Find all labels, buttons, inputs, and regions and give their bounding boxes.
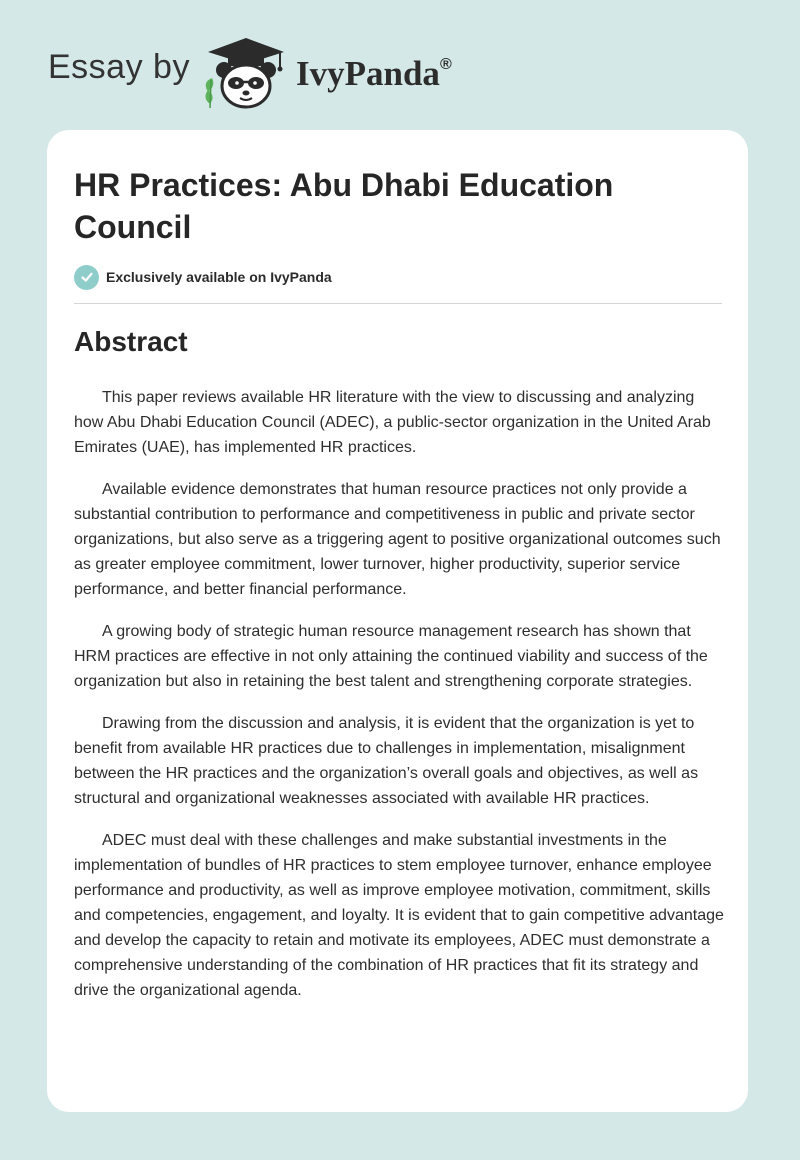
abstract-body <box>74 385 726 1020</box>
brand-header[interactable] <box>48 34 488 114</box>
section-title: Abstract <box>74 326 188 357</box>
paragraph: A growing body of strategic human resource management research has shown that HRM practices are effective in not only attaining the continued viability and success of the organization but also in retaining the best talent and strengthening corporate strategies. <box>74 623 708 690</box>
brand-name: IvyPanda® <box>296 54 452 93</box>
panda-logo-icon <box>200 34 292 110</box>
paragraph: ADEC must deal with these challenges and make substantial investments in the implementation of bundles of HR practices to stem employee turnover, enhance employee performance and productivity, as well as improve employee motivation, commitment, skills and competencies, engagement, and loyalty. It is evident that to gain competitive advantage and develop the capacity to retain and motivate its employees, ADEC must demonstrate a comprehensive understanding of the combination of HR practices that fit its strategy and drive the organizational agenda. <box>74 832 724 999</box>
page-title: HR Practices: Abu Dhabi Education Council <box>74 167 614 245</box>
check-icon <box>74 265 99 290</box>
badge-label: Exclusively available on IvyPanda <box>106 269 332 285</box>
paragraph: Drawing from the discussion and analysis, it is evident that the organization is yet to benefit from available HR practices due to challenges in implementation, misalignment between the HR practices and the organization’s overall goals and objectives, as well as structural and organizational weaknesses associated with available HR practices. <box>74 715 699 807</box>
essay-by-label: Essay by <box>48 48 190 86</box>
exclusive-badge <box>74 264 332 290</box>
registered-mark: ® <box>439 56 452 73</box>
divider <box>74 303 722 304</box>
article-card <box>47 130 748 1112</box>
paragraph: This paper reviews available HR literature with the view to discussing and analyzing how Abu Dhabi Education Council (ADEC), a public-sector organization in the United Arab Emirates (UAE), has implemented HR practices. <box>74 389 711 456</box>
paragraph: Available evidence demonstrates that human resource practices not only provide a substantial contribution to performance and competitiveness in public and private sector organizations, but also serve as a triggering agent to positive organizational outcomes such as greater employee commitment, lower turnover, higher productivity, superior service performance, and better financial performance. <box>74 481 721 598</box>
